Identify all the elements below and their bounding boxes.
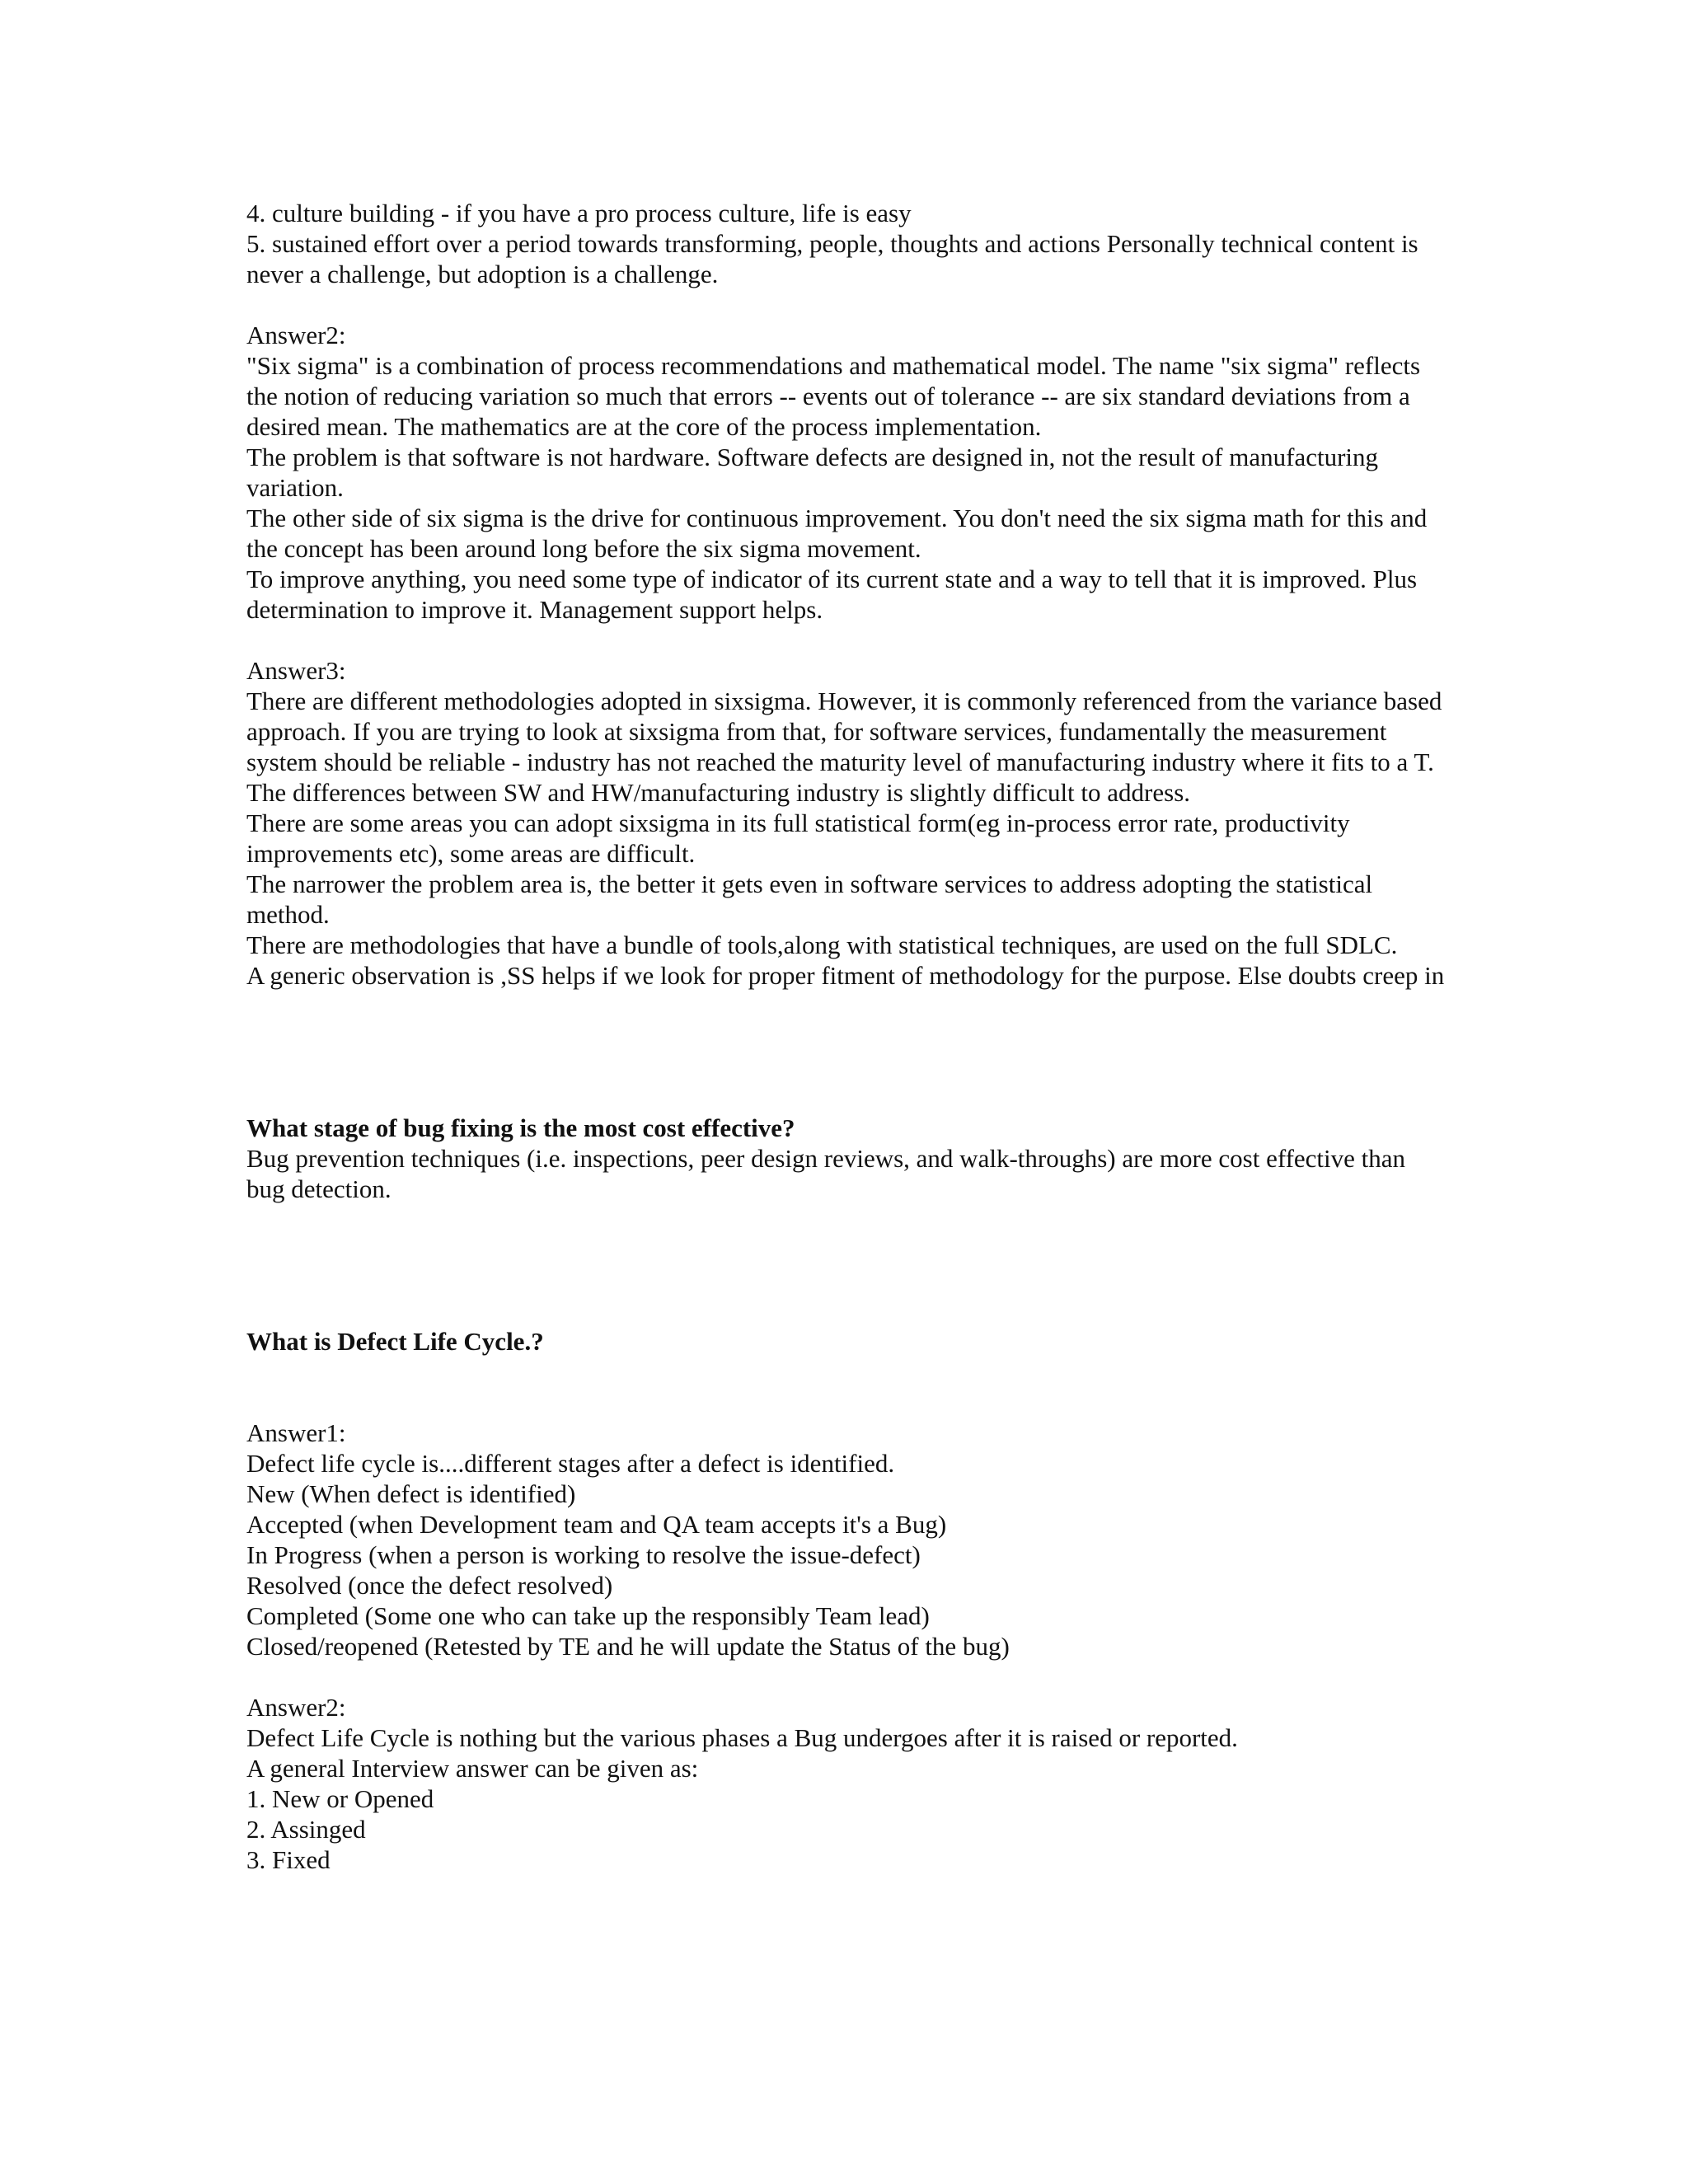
defect-answer1-line-7: Closed/reopened (Retested by TE and he will update the Status of the bug)	[246, 1632, 1010, 1661]
defect-answer2-line-5: 3. Fixed	[246, 1845, 331, 1874]
answer2-paragraph-4: To improve anything, you need some type of indicator of its current state and a way to tell that it is improved. Plus determination to improve it. Management support helps.	[246, 565, 1418, 624]
defect-answer2-line-2: A general Interview answer can be given as:	[246, 1754, 699, 1783]
spacer	[246, 1357, 1450, 1387]
defect-answer2-line-1: Defect Life Cycle is nothing but the various phases a Bug undergoes after it is raised or reported.	[246, 1723, 1238, 1752]
spacer	[246, 1387, 1450, 1418]
spacer	[246, 991, 1450, 1021]
defect-answer1-label: Answer1:	[246, 1418, 346, 1447]
spacer	[246, 289, 1450, 320]
answer3-paragraph-2: There are some areas you can adopt sixsigma in its full statistical form(eg in-process error rate, productivity improvements etc), some areas are difficult.	[246, 808, 1350, 868]
question-heading-bug-fixing: What stage of bug fixing is the most cost effective?	[246, 1113, 795, 1142]
answer2-paragraph-3: The other side of six sigma is the drive for continuous improvement. You don't need the six sigma math for this and the concept has been around long before the six sigma movement.	[246, 504, 1428, 563]
list-item-culture-building: 4. culture building - if you have a pro process culture, life is easy	[246, 199, 912, 227]
list-item-sustained-effort: 5. sustained effort over a period towards transforming, people, thoughts and actions Personally technical content is never a challenge, but adoption is a challenge.	[246, 229, 1418, 288]
defect-answer2-line-3: 1. New or Opened	[246, 1784, 434, 1813]
spacer	[246, 625, 1450, 655]
answer3-label: Answer3:	[246, 656, 346, 685]
spacer	[246, 1021, 1450, 1052]
answer2-label: Answer2:	[246, 321, 346, 349]
answer3-paragraph-5: A generic observation is ,SS helps if we look for proper fitment of methodology for the purpose. Else doubts creep in	[246, 961, 1445, 990]
defect-answer1-line-2: New (When defect is identified)	[246, 1479, 576, 1508]
answer2-paragraph-2: The problem is that software is not hardware. Software defects are designed in, not the result of manufacturing variation.	[246, 443, 1379, 502]
defect-answer2-label: Answer2:	[246, 1693, 346, 1722]
defect-answer1-line-4: In Progress (when a person is working to resolve the issue-defect)	[246, 1540, 921, 1569]
answer2-paragraph-1: "Six sigma" is a combination of process recommendations and mathematical model. The name "six sigma" reflects the notion of reducing variation so much that errors -- events out of tolerance -- are six standard deviations from a desired mean. The mathematics are at the core of the process implementation.	[246, 351, 1421, 441]
spacer	[246, 1082, 1450, 1113]
spacer	[246, 1052, 1450, 1082]
spacer	[246, 1204, 1450, 1235]
spacer	[246, 1661, 1450, 1692]
defect-answer2-line-4: 2. Assinged	[246, 1815, 366, 1844]
question-heading-defect-life-cycle: What is Defect Life Cycle.?	[246, 1327, 544, 1356]
answer-bug-fixing: Bug prevention techniques (i.e. inspections, peer design reviews, and walk-throughs) are more cost effective than bug detection.	[246, 1144, 1406, 1203]
defect-answer1-line-3: Accepted (when Development team and QA team accepts it's a Bug)	[246, 1510, 947, 1539]
spacer	[246, 1296, 1450, 1326]
answer3-paragraph-3: The narrower the problem area is, the better it gets even in software services to address adopting the statistical method.	[246, 869, 1373, 929]
spacer	[246, 1265, 1450, 1296]
defect-answer1-line-5: Resolved (once the defect resolved)	[246, 1571, 613, 1600]
spacer	[246, 1235, 1450, 1265]
document-body	[246, 198, 1450, 1875]
answer3-paragraph-1: There are different methodologies adopted in sixsigma. However, it is commonly referenced from the variance based approach. If you are trying to look at sixsigma from that, for software services, fundamentally the measurement system should be reliable - industry has not reached the maturity level of manufacturing industry where it fits to a T. The differences between SW and HW/manufacturing industry is slightly difficult to address.	[246, 687, 1442, 807]
defect-answer1-line-6: Completed (Some one who can take up the responsibly Team lead)	[246, 1601, 930, 1630]
defect-answer1-line-1: Defect life cycle is....different stages after a defect is identified.	[246, 1449, 895, 1478]
answer3-paragraph-4: There are methodologies that have a bundle of tools,along with statistical techniques, are used on the full SDLC.	[246, 930, 1398, 959]
